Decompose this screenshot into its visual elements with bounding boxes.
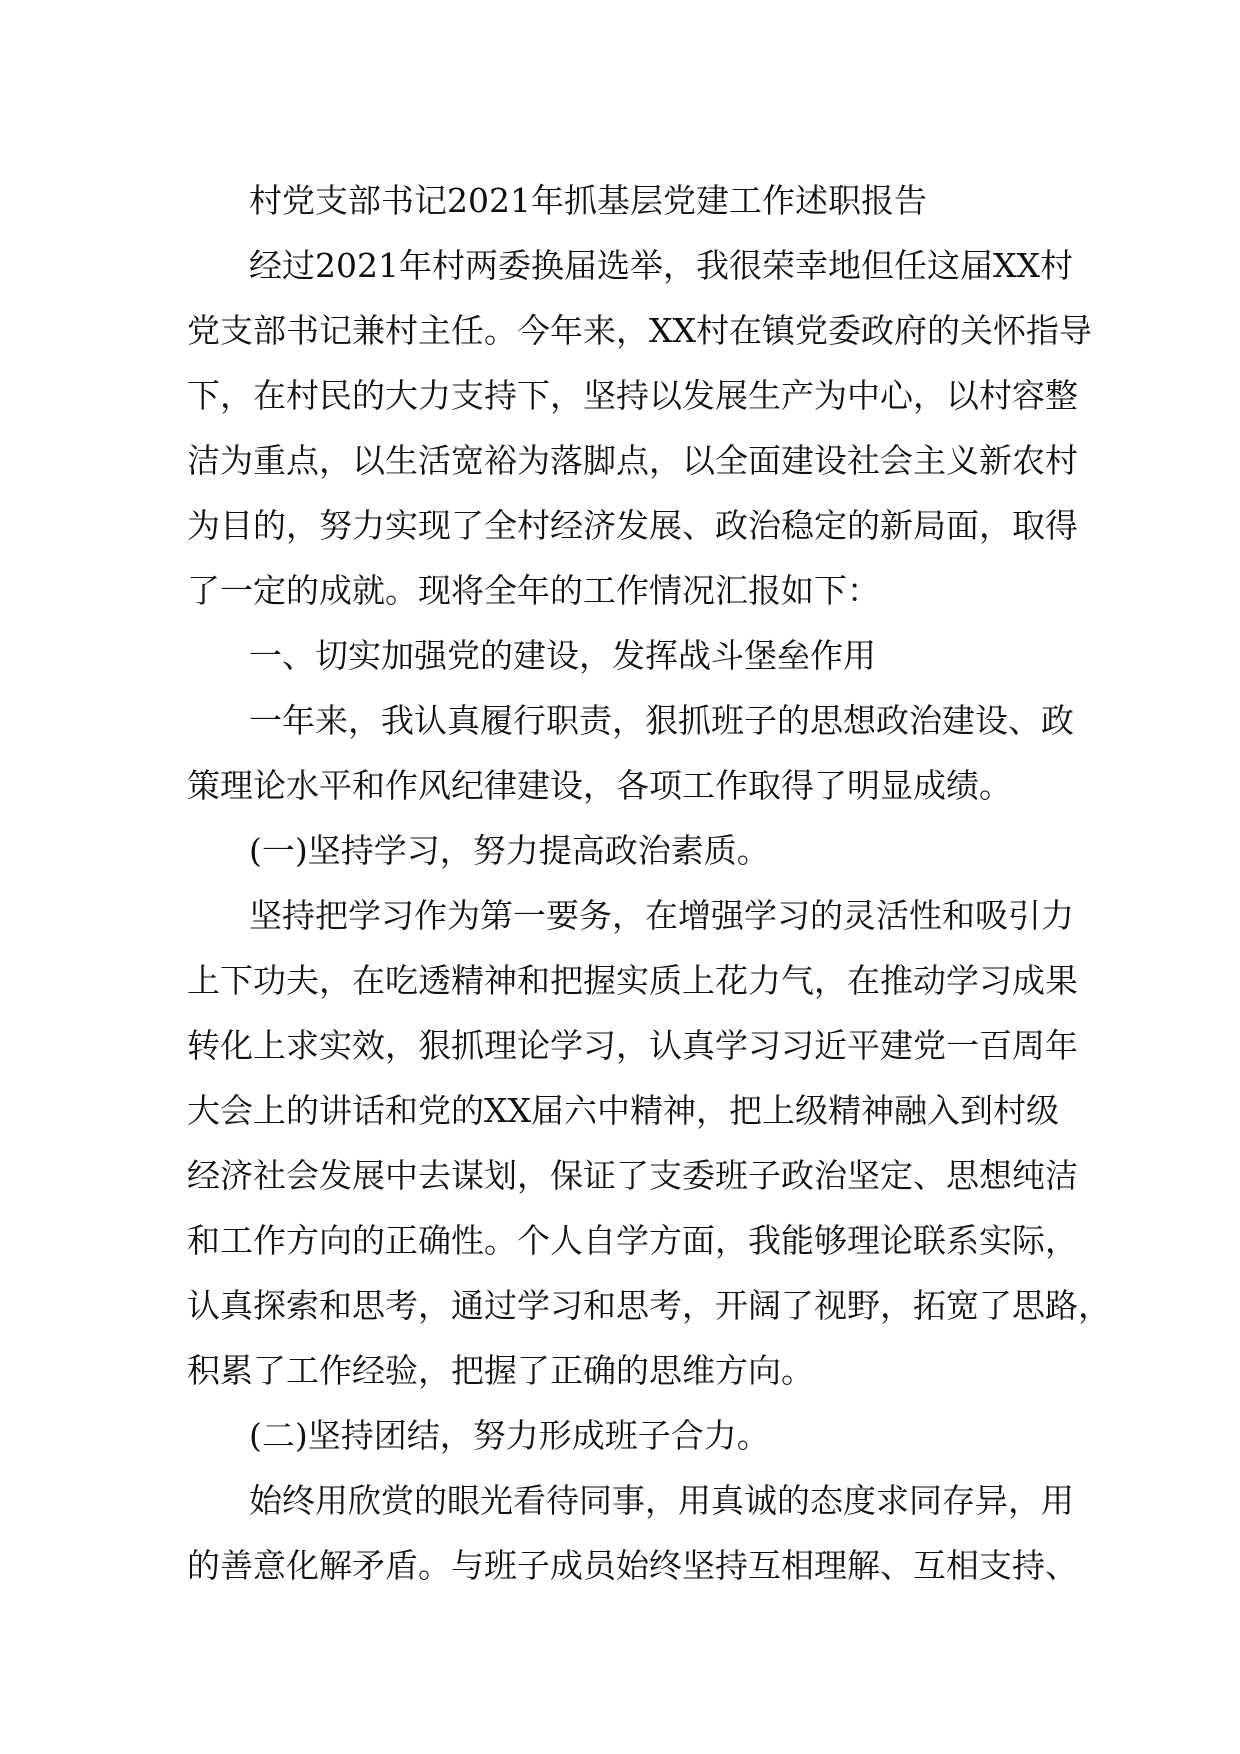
subsection-heading: (二)坚持团结，努力形成班子合力。	[249, 1416, 770, 1455]
paragraph-line: 了一定的成就。现将全年的工作情况汇报如下：	[187, 571, 880, 610]
paragraph-line: 下，在村民的大力支持下，坚持以发展生产为中心，以村容整	[187, 376, 1078, 415]
section-heading: 一、切实加强党的建设，发挥战斗堡垒作用	[249, 636, 876, 675]
paragraph-line: 上下功夫，在吃透精神和把握实质上花力气，在推动学习成果	[187, 961, 1078, 1000]
paragraph-line: 认真探索和思考，通过学习和思考，开阔了视野，拓宽了思路，	[187, 1286, 1111, 1325]
document-body	[187, 168, 1111, 1598]
paragraph-line: 洁为重点，以生活宽裕为落脚点，以全面建设社会主义新农村	[187, 441, 1078, 480]
document-title: 村党支部书记2021年抓基层党建工作述职报告	[249, 181, 927, 220]
paragraph-line: 的善意化解矛盾。与班子成员始终坚持互相理解、互相支持、	[187, 1546, 1078, 1585]
paragraph-line: 大会上的讲话和党的XX届六中精神，把上级精神融入到村级	[187, 1091, 1059, 1130]
paragraph-line: 坚持把学习作为第一要务，在增强学习的灵活性和吸引力	[249, 896, 1074, 935]
paragraph-line: 为目的，努力实现了全村经济发展、政治稳定的新局面，取得	[187, 506, 1078, 545]
paragraph-line: 一年来，我认真履行职责，狠抓班子的思想政治建设、政	[249, 701, 1074, 740]
paragraph-line: 转化上求实效，狠抓理论学习，认真学习习近平建党一百周年	[187, 1026, 1078, 1065]
paragraph-line: 和工作方向的正确性。个人自学方面，我能够理论联系实际，	[187, 1221, 1078, 1260]
paragraph-line: 党支部书记兼村主任。今年来，XX村在镇党委政府的关怀指导	[187, 311, 1092, 350]
paragraph-line: 策理论水平和作风纪律建设，各项工作取得了明显成绩。	[187, 766, 1012, 805]
subsection-heading: (一)坚持学习，努力提高政治素质。	[249, 831, 770, 870]
paragraph-line: 始终用欣赏的眼光看待同事，用真诚的态度求同存异，用	[249, 1481, 1074, 1520]
paragraph-line: 经济社会发展中去谋划，保证了支委班子政治坚定、思想纯洁	[187, 1156, 1078, 1195]
paragraph-line: 积累了工作经验，把握了正确的思维方向。	[187, 1351, 814, 1390]
paragraph-line: 经过2021年村两委换届选举，我很荣幸地但任这届XX村	[249, 246, 1073, 285]
